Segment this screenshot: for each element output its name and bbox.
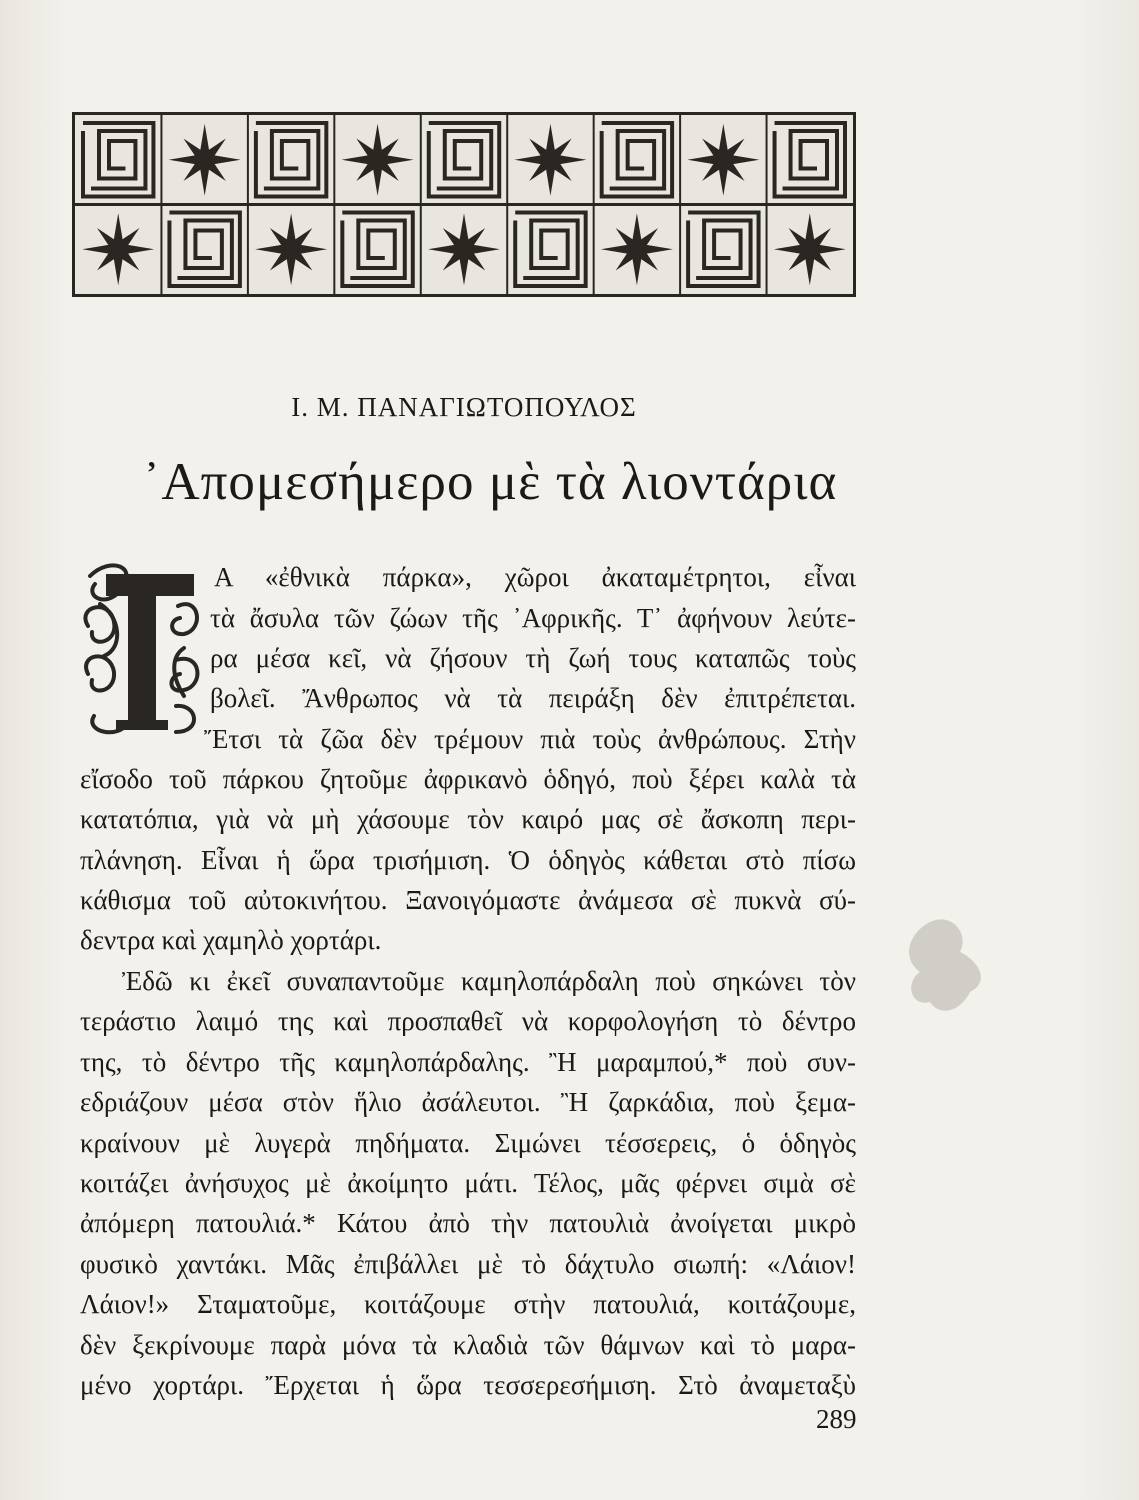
text-line: κραίνουν μὲ λυγερὰ πηδήματα. Σιμώνει τέσσερεις, ὁ ὁδηγὸς — [80, 1128, 856, 1158]
ink-smudge — [900, 912, 1000, 1022]
text-line: κοιτάζει ἀνήσυχος μὲ ἀκοίμητο μάτι. Τέλος, μᾶς φέρνει σιμὰ σὲ — [80, 1168, 856, 1198]
rosette-star — [82, 213, 154, 285]
rosette-star — [169, 124, 241, 196]
text-line: κατατόπια, γιὰ νὰ μὴ χάσουμε τὸν καιρό μας σὲ ἄσκοπη περι- — [80, 804, 856, 834]
text-line: πλάνηση. Εἶναι ἡ ὥρα τρισήμιση. Ὁ ὁδηγὸς κάθεται στὸ πίσω — [80, 845, 856, 875]
rosette-star — [774, 213, 846, 285]
text-line: τεράστιο λαιμό της καὶ προσπαθεῖ νὰ κορφολογήση τὸ δέντρο — [80, 1006, 856, 1036]
meander-square — [256, 123, 326, 197]
text-line: δὲν ξεκρίνουμε παρὰ μόνα τὰ κλαδιὰ τῶν θάμνων καὶ τὸ μαρα- — [80, 1330, 856, 1360]
text-line: μένο χορτάρι. Ἔρχεται ἡ ὥρα τεσσερεσήμιση. Στὸ ἀναμεταξὺ — [80, 1370, 856, 1400]
text-line: Ἔτσι τὰ ζῶα δὲν τρέμουν πιὰ τοὺς ἀνθρώπους. Στὴν — [204, 724, 856, 754]
text-line: κάθισμα τοῦ αὐτοκινήτου. Ξανοιγόμαστε ἀνάμεσα σὲ πυκνὰ σύ- — [80, 885, 856, 915]
text-line: εἴσοδο τοῦ πάρκου ζητοῦμε ἀφρικανὸ ὁδηγό, ποὺ ξέρει καλὰ τὰ — [80, 764, 856, 794]
meander-square — [83, 123, 153, 197]
meander-square — [429, 123, 499, 197]
meander-square — [775, 123, 845, 197]
rosette-star — [601, 213, 673, 285]
text-line: εδριάζουν μέσα στὸν ἥλιο ἀσάλευτοι. Ἢ ζαρκάδια, ποὺ ξεμα- — [80, 1087, 856, 1117]
rosette-star — [428, 213, 500, 285]
rosette-star — [342, 124, 414, 196]
meander-square — [688, 213, 758, 287]
rosette-star — [687, 124, 759, 196]
rosette-star — [514, 124, 586, 196]
meander-square — [342, 213, 412, 287]
decorative-meander-border — [72, 112, 856, 297]
author-name: Ι. Μ. ΠΑΝΑΓΙΩΤΟΠΟΥΛΟΣ — [291, 392, 637, 422]
page-number: 289 — [816, 1404, 857, 1434]
meander-square — [169, 213, 239, 287]
meander-square — [602, 123, 672, 197]
ornamental-dropcap-icon — [80, 556, 204, 736]
text-line: δεντρα καὶ χαμηλὸ χορτάρι. — [80, 925, 382, 955]
text-line: Α «ἐθνικὰ πάρκα», χῶροι ἀκαταμέτρητοι, εἶναι — [214, 562, 856, 592]
rosette-star — [255, 213, 327, 285]
meander-square — [515, 213, 585, 287]
text-line: Ἐδῶ κι ἐκεῖ συναπαντοῦμε καμηλοπάρδαλη ποὺ σηκώνει τὸν — [122, 966, 856, 996]
text-line: Λάιον!» Σταματοῦμε, κοιτάζουμε στὴν πατουλιά, κοιτάζουμε, — [80, 1289, 856, 1319]
text-line: φυσικὸ χαντάκι. Μᾶς ἐπιβάλλει μὲ τὸ δάχτυλο σιωπή: «Λάιον! — [80, 1249, 856, 1279]
text-line: τὰ ἄσυλα τῶν ζώων τῆς ᾿Αφρικῆς. Τ᾿ ἀφήνουν λεύτε- — [210, 603, 856, 633]
text-line: της, τὸ δέντρο τῆς καμηλοπάρδαλης. Ἢ μαραμπού,* ποὺ συν- — [80, 1047, 856, 1077]
text-line: ρα μέσα κεῖ, νὰ ζήσουν τὴ ζωή τους καταπῶς τοὺς — [210, 643, 856, 673]
text-line: βολεῖ. Ἄνθρωπος νὰ τὰ πειράξη δὲν ἐπιτρέπεται. — [210, 683, 856, 713]
text-line: ἀπόμερη πατουλιά.* Κάτου ἀπὸ τὴν πατουλιὰ ἀνοίγεται μικρὸ — [80, 1208, 856, 1238]
chapter-title: ᾿Απομεσήμερο μὲ τὰ λιοντάρια — [142, 453, 838, 511]
meander-rosette-pattern — [75, 115, 853, 294]
